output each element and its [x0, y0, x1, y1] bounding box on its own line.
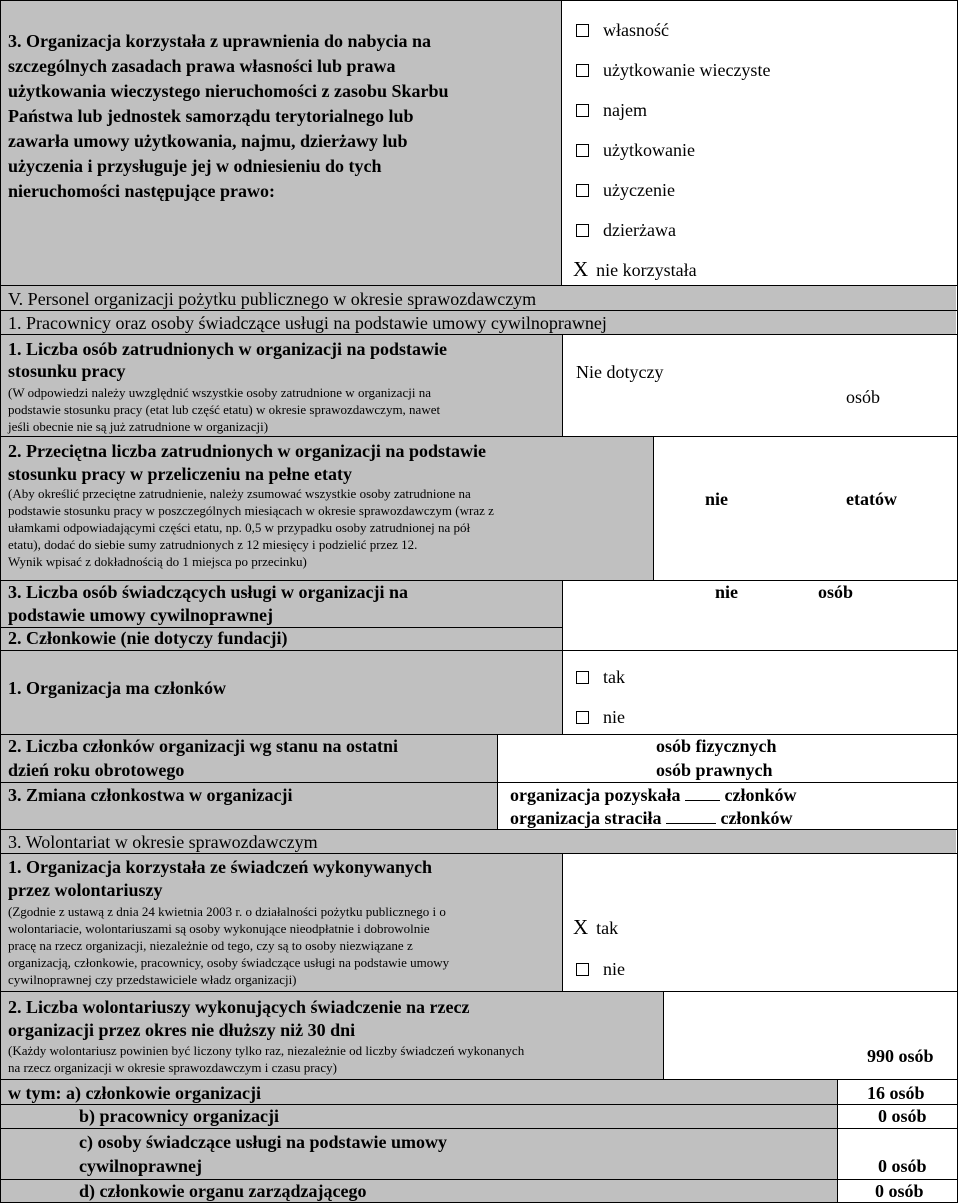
blank-field[interactable]: [685, 786, 720, 801]
q2-title: 2. Przeciętna liczba zatrudnionych w organizacji na podstawie: [8, 441, 486, 461]
w1-note: organizacją, członkowie, pracownicy, osoby świadczące usługi na podstawie umowy: [8, 955, 450, 970]
checkbox-icon[interactable]: [576, 24, 589, 37]
question-line: użyczenia i przysługuje jej w odniesieniu do tych: [8, 156, 382, 176]
q1-title: stosunku pracy: [8, 361, 126, 381]
breakdown-label-c2: cywilnoprawnej: [79, 1156, 202, 1176]
checkbox-icon[interactable]: [576, 64, 589, 77]
q2-unit: etatów: [846, 489, 897, 509]
m2-title: 2. Liczba członków organizacji wg stanu na ostatni: [8, 736, 399, 756]
w1-note: wolontariacie, wolontariuszami są osoby wykonujące nieodpłatnie i dobrowolnie: [8, 921, 430, 936]
checkbox-icon[interactable]: [576, 671, 589, 684]
m3-gained[interactable]: organizacja pozyskała członków: [510, 785, 797, 805]
w1-title: 1. Organizacja korzystała ze świadczeń wykonywanych: [8, 857, 432, 877]
w1-option-tak[interactable]: X tak: [573, 915, 619, 939]
w1-note: (Zgodnie z ustawą z dnia 24 kwietnia 2003 r. o działalności pożytku publicznego i o: [8, 904, 446, 919]
w1-title: przez wolontariuszy: [8, 880, 163, 900]
q3-value[interactable]: nie: [715, 582, 739, 602]
w2-value[interactable]: 990 osób: [867, 1046, 934, 1066]
m3-title: 3. Zmiana członkostwa w organizacji: [8, 785, 293, 805]
q2-note: ułamkami odpowiadającymi części etatu, np. 0,5 w przypadku osoby zatrudnionej na pół: [8, 520, 471, 535]
q3-title: 3. Liczba osób świadczących usługi w organizacji na: [8, 582, 409, 602]
question-line: użytkowania wieczystego nieruchomości z zasobu Skarbu: [8, 81, 449, 101]
checkbox-icon[interactable]: [576, 104, 589, 117]
breakdown-value-a[interactable]: 16 osób: [867, 1083, 925, 1103]
option-uzytkowanie-wieczyste[interactable]: użytkowanie wieczyste: [576, 60, 770, 81]
option-nie-korzystala[interactable]: X nie korzystała: [573, 257, 697, 281]
m1-option-nie[interactable]: nie: [576, 707, 625, 728]
question-line: 3. Organizacja korzystała z uprawnienia do nabycia na: [8, 31, 432, 51]
m3-lost[interactable]: organizacja straciła członków: [510, 808, 793, 828]
m2-line[interactable]: osób fizycznych: [656, 736, 777, 756]
blank-field[interactable]: [666, 809, 716, 824]
subsection-2-title: 2. Członkowie (nie dotyczy fundacji): [8, 628, 288, 648]
m2-title: dzień roku obrotowego: [8, 760, 185, 780]
option-uzytkowanie[interactable]: użytkowanie: [576, 140, 695, 161]
w2-note: na rzecz organizacji w okresie sprawozdawczym i czasu pracy): [8, 1060, 337, 1075]
q2-value[interactable]: nie: [705, 489, 729, 509]
q1-title: 1. Liczba osób zatrudnionych w organizacji na podstawie: [8, 339, 448, 359]
breakdown-label-b: b) pracownicy organizacji: [79, 1106, 279, 1126]
breakdown-label-a: w tym: a) członkowie organizacji: [8, 1083, 261, 1103]
checkbox-icon[interactable]: [576, 711, 589, 724]
q2-note: etatu), dodać do siebie sumy zatrudnionych z 12 miesięcy i podzielić przez 12.: [8, 537, 418, 552]
q1-unit: osób: [846, 387, 881, 407]
q2-note: Wynik wpisać z dokładnością do 1 miejsca po przecinku): [8, 554, 307, 569]
checkbox-icon[interactable]: [576, 224, 589, 237]
breakdown-label-d: d) członkowie organu zarządzającego: [79, 1181, 367, 1201]
breakdown-value-d[interactable]: 0 osób: [875, 1181, 924, 1201]
q3-title: podstawie umowy cywilnoprawnej: [8, 605, 274, 625]
checkbox-icon[interactable]: [576, 184, 589, 197]
x-mark-icon[interactable]: X: [573, 915, 589, 939]
breakdown-value-c[interactable]: 0 osób: [878, 1156, 927, 1176]
x-mark-icon[interactable]: X: [573, 257, 589, 281]
m1-title: 1. Organizacja ma członków: [8, 678, 226, 698]
w1-note: cywilnoprawnej czy przedstawiciele władz organizacji): [8, 972, 297, 987]
q1-note: jeśli obecnie nie są już zatrudnione w organizacji): [8, 419, 269, 434]
option-dzierzawa[interactable]: dzierżawa: [576, 220, 676, 241]
q2-title: stosunku pracy w przeliczeniu na pełne etaty: [8, 464, 352, 484]
q1-answer[interactable]: Nie dotyczy: [576, 362, 664, 382]
breakdown-label-c: c) osoby świadczące usługi na podstawie umowy: [79, 1132, 448, 1152]
q2-note: podstawie stosunku pracy w poszczególnych miesiącach w okresie sprawozdawczym (wraz z: [8, 503, 494, 518]
question-line: szczególnych zasadach prawa własności lub prawa: [8, 56, 396, 76]
checkbox-icon[interactable]: [576, 963, 589, 976]
section-v-title: V. Personel organizacji pożytku publicznego w okresie sprawozdawczym: [8, 289, 537, 309]
subsection-1-title: 1. Pracownicy oraz osoby świadczące usługi na podstawie umowy cywilnoprawnej: [8, 313, 607, 333]
subsection-3-title: 3. Wolontariat w okresie sprawozdawczym: [8, 832, 318, 852]
w1-option-nie[interactable]: nie: [576, 959, 625, 980]
w1-note: pracę na rzecz organizacji, niezależnie od tego, czy są to osoby niezwiązane z: [8, 938, 413, 953]
question-line: zawarła umowy użytkowania, najmu, dzierżawy lub: [8, 131, 408, 151]
w2-note: (Każdy wolontariusz powinien być liczony tylko raz, niezależnie od liczby świadczeń wykonanych: [8, 1043, 525, 1058]
option-wlasnosc[interactable]: własność: [576, 20, 669, 41]
q1-note: (W odpowiedzi należy uwzględnić wszystkie osoby zatrudnione w organizacji na: [8, 385, 431, 400]
option-uzyczenie[interactable]: użyczenie: [576, 180, 675, 201]
q3-unit: osób: [818, 582, 854, 602]
breakdown-value-b[interactable]: 0 osób: [878, 1106, 927, 1126]
w2-title: 2. Liczba wolontariuszy wykonujących świadczenie na rzecz: [8, 997, 470, 1017]
m1-option-tak[interactable]: tak: [576, 667, 625, 688]
q1-note: podstawie stosunku pracy (etat lub część etatu) w okresie sprawozdawczym, nawet: [8, 402, 441, 417]
question-line: nieruchomości następujące prawo:: [8, 181, 275, 201]
option-najem[interactable]: najem: [576, 100, 647, 121]
checkbox-icon[interactable]: [576, 144, 589, 157]
q2-note: (Aby określić przeciętne zatrudnienie, należy zsumować wszystkie osoby zatrudnione na: [8, 486, 471, 501]
question-line: Państwa lub jednostek samorządu terytorialnego lub: [8, 106, 414, 126]
w2-title: organizacji przez okres nie dłuższy niż 30 dni: [8, 1020, 356, 1040]
m2-line[interactable]: osób prawnych: [656, 760, 773, 780]
